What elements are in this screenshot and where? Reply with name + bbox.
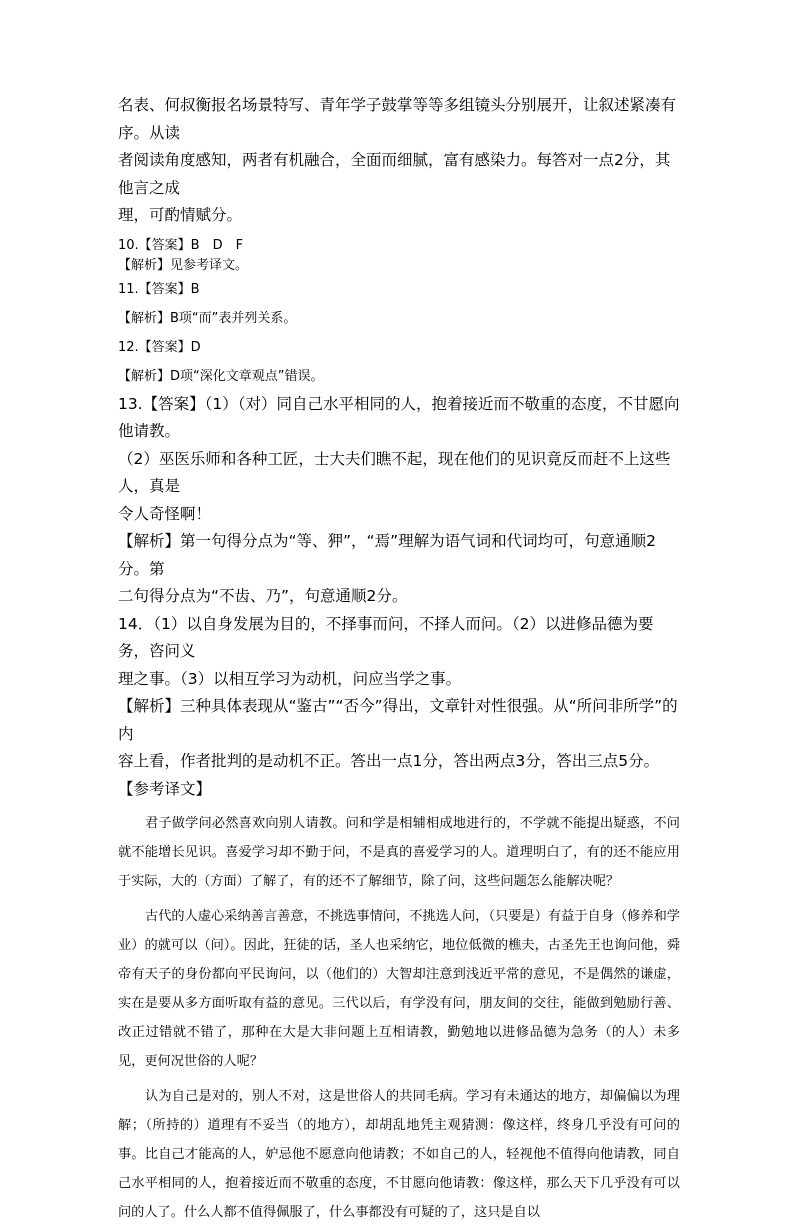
q14-analysis-b: 容上看，作者批判的是动机不正。答出一点1分，答出两点3分，答出三点5分。	[118, 748, 680, 776]
translation-section	[118, 776, 680, 1227]
q13-analysis-b: 二句得分点为“不齿、乃”，句意通顺2分。	[118, 583, 680, 611]
q14-answer-a: 14．（1）以自身发展为目的，不择事而问，不择人而问。（2）以进修品德为要务，咨问义	[118, 611, 680, 666]
q11-block	[118, 280, 680, 329]
translation-paragraph-3: 认为自己是对的，别人不对，这是世俗人的共同毛病。学习有未通达的地方，却偏偏以为理解；（所持的）道理有不妥当（的地方），却胡乱地凭主观猜测：像这样，终身几乎没有可问的事。比自己才能高的人，妒忌他不愿意向他请教；不如自己的人，轻视他不值得向他请教，同自己水平相同的人，抱着接近而不敬重的态度，不甘愿向他请教：像这样，那么天下几乎没有可以问的人了。什么人都不值得佩服了，什么事都没有可疑的了，这只是自以	[118, 1082, 680, 1227]
q13-answer-2b: 令人奇怪啊！	[118, 501, 680, 529]
q14-analysis-a: 【解析】三种具体表现从“鉴古”“否今”得出，文章针对性很强。从“所问非所学”的内	[118, 693, 680, 748]
translation-paragraph-2: 古代的人虚心采纳善言善意，不挑选事情问，不挑选人问，（只要是）有益于自身（修养和学业）的就可以（问）。因此，狂徒的话，圣人也采纳它，地位低微的樵夫，古圣先王也询问他，舜帝有天子的身份都向平民询问，以（他们的）大智却注意到浅近平常的意见，不是偶然的谦虚，实在是要从多方面听取有益的意见。三代以后，有学没有问，朋友间的交往，能做到勉励行善、改正过错就不错了，那种在大是大非问题上互相请教，勤勉地以进修品德为急务（的人）未多见，更何况世俗的人呢？	[118, 902, 680, 1076]
q12-block	[118, 338, 680, 387]
q12-analysis: 【解析】D项“深化文章观点”错误。	[118, 367, 680, 387]
intro-line-3: 理，可酌情赋分。	[118, 202, 680, 230]
q13-answer-1: 13.【答案】（1）（对）同自己水平相同的人，抱着接近而不敬重的态度，不甘愿向他请教。	[118, 391, 680, 446]
q11-analysis: 【解析】B项“而”表并列关系。	[118, 309, 680, 329]
q13-block	[118, 391, 680, 611]
translation-heading: 【参考译文】	[118, 776, 680, 804]
translation-paragraph-1: 君子做学问必然喜欢向别人请教。问和学是相辅相成地进行的，不学就不能提出疑惑，不问就不能增长见识。喜爱学习却不勤于问，不是真的喜爱学习的人。道理明白了，有的还不能应用于实际，大的（方面）了解了，有的还不了解细节，除了问，这些问题怎么能解决呢？	[118, 809, 680, 896]
q14-answer-b: 理之事。（3）以相互学习为动机，问应当学之事。	[118, 666, 680, 694]
q13-analysis-a: 【解析】第一句得分点为“等、狎”，“焉”理解为语气词和代词均可，句意通顺2分。第	[118, 528, 680, 583]
intro-paragraph	[118, 92, 680, 230]
q12-answer: 12.【答案】D	[118, 338, 680, 358]
q13-answer-2a: （2）巫医乐师和各种工匠，士大夫们瞧不起，现在他们的见识竟反而赶不上这些人，真是	[118, 446, 680, 501]
document-content	[118, 92, 680, 1227]
intro-line-1: 名表、何叔衡报名场景特写、青年学子鼓掌等等多组镜头分别展开，让叙述紧凑有序。从读	[118, 92, 680, 147]
q10-analysis: 【解析】见参考译文。	[118, 256, 680, 276]
q10-answer: 10.【答案】B D F	[118, 236, 680, 256]
intro-line-2: 者阅读角度感知，两者有机融合，全面而细腻，富有感染力。每答对一点2分，其他言之成	[118, 147, 680, 202]
q10-block	[118, 236, 680, 276]
q14-block	[118, 611, 680, 776]
q11-answer: 11.【答案】B	[118, 280, 680, 300]
